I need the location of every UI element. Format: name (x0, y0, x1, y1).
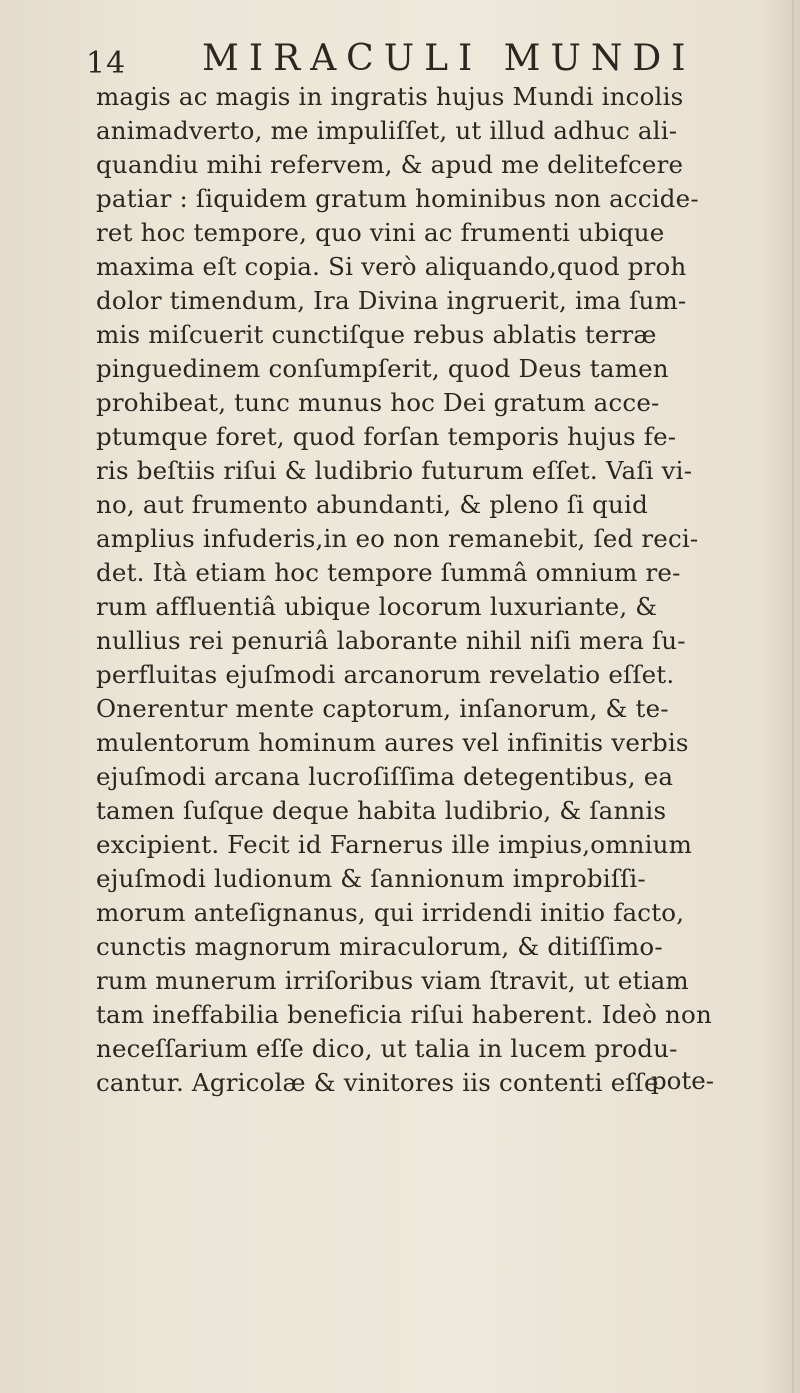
text-line: dolor timendum, Ira Divina ingruerit, ima ſum- (96, 286, 687, 315)
text-line: quandiu mihi refervem, & apud me delitefcere (96, 150, 684, 179)
text-line: ejuſmodi ludionum & ſannionum improbiſſi- (96, 864, 646, 893)
text-line: tamen ſuſque deque habita ludibrio, & ſannis (96, 796, 667, 825)
text-line: neceſſarium eſſe dico, ut talia in lucem produ- (96, 1034, 678, 1063)
text-line: Onerentur mente captorum, inſanorum, & te- (96, 694, 669, 723)
text-line: rum munerum irriſoribus viam ſtravit, ut etiam (96, 966, 689, 995)
text-line: patiar : ſiquidem gratum hominibus non accide- (96, 184, 699, 213)
text-line: det. Ità etiam hoc tempore ſummâ omnium re- (96, 558, 681, 587)
text-line: maxima eſt copia. Si verò aliquando,quod proh (96, 252, 687, 281)
text-line: no, aut frumento abundanti, & pleno ſi quid (96, 490, 648, 519)
text-line: magis ac magis in ingratis hujus Mundi incolis (96, 82, 684, 111)
text-line: tam ineffabilia beneficia riſui haberent. Ideò non (96, 1000, 712, 1029)
body-text (96, 80, 776, 1100)
page-edge (792, 0, 794, 1393)
text-line: nullius rei penuriâ laborante nihil niſi mera ſu- (96, 626, 686, 655)
text-line: mulentorum hominum aures vel infinitis verbis (96, 728, 689, 757)
text-line: ejuſmodi arcana lucroſiſſima detegentibus, ea (96, 762, 674, 791)
text-line: morum anteſignanus, qui irridendi initio facto, (96, 898, 685, 927)
text-line: animadverto, me impuliſſet, ut illud adhuc ali- (96, 116, 678, 145)
text-line: pinguedinem conſumpſerit, quod Deus tamen (96, 354, 669, 383)
text-line: mis miſcuerit cunctiſque rebus ablatis terræ (96, 320, 657, 349)
text-line: ret hoc tempore, quo vini ac frumenti ubique (96, 218, 665, 247)
text-line: ris beſtiis riſui & ludibrio futurum eſſet. Vaſi vi- (96, 456, 693, 485)
text-line: ptumque foret, quod forſan temporis hujus fe- (96, 422, 677, 451)
catchword: pote- (651, 1066, 715, 1095)
running-title: MIRACULI MUNDI (202, 38, 696, 79)
text-line: amplius infuderis,in eo non remanebit, ſed reci- (96, 524, 699, 553)
text-line: rum affluentiâ ubique locorum luxuriante, & (96, 592, 658, 621)
text-line: cantur. Agricolæ & vinitores iis contenti eſſe (96, 1068, 659, 1097)
text-line: cunctis magnorum miraculorum, & ditiſſimo- (96, 932, 663, 961)
page-number: 14 (86, 46, 127, 81)
text-line: prohibeat, tunc munus hoc Dei gratum acce- (96, 388, 660, 417)
text-line: excipient. Fecit id Farnerus ille impius,omnium (96, 830, 693, 859)
text-line: perfluitas ejuſmodi arcanorum revelatio eſſet. (96, 660, 675, 689)
